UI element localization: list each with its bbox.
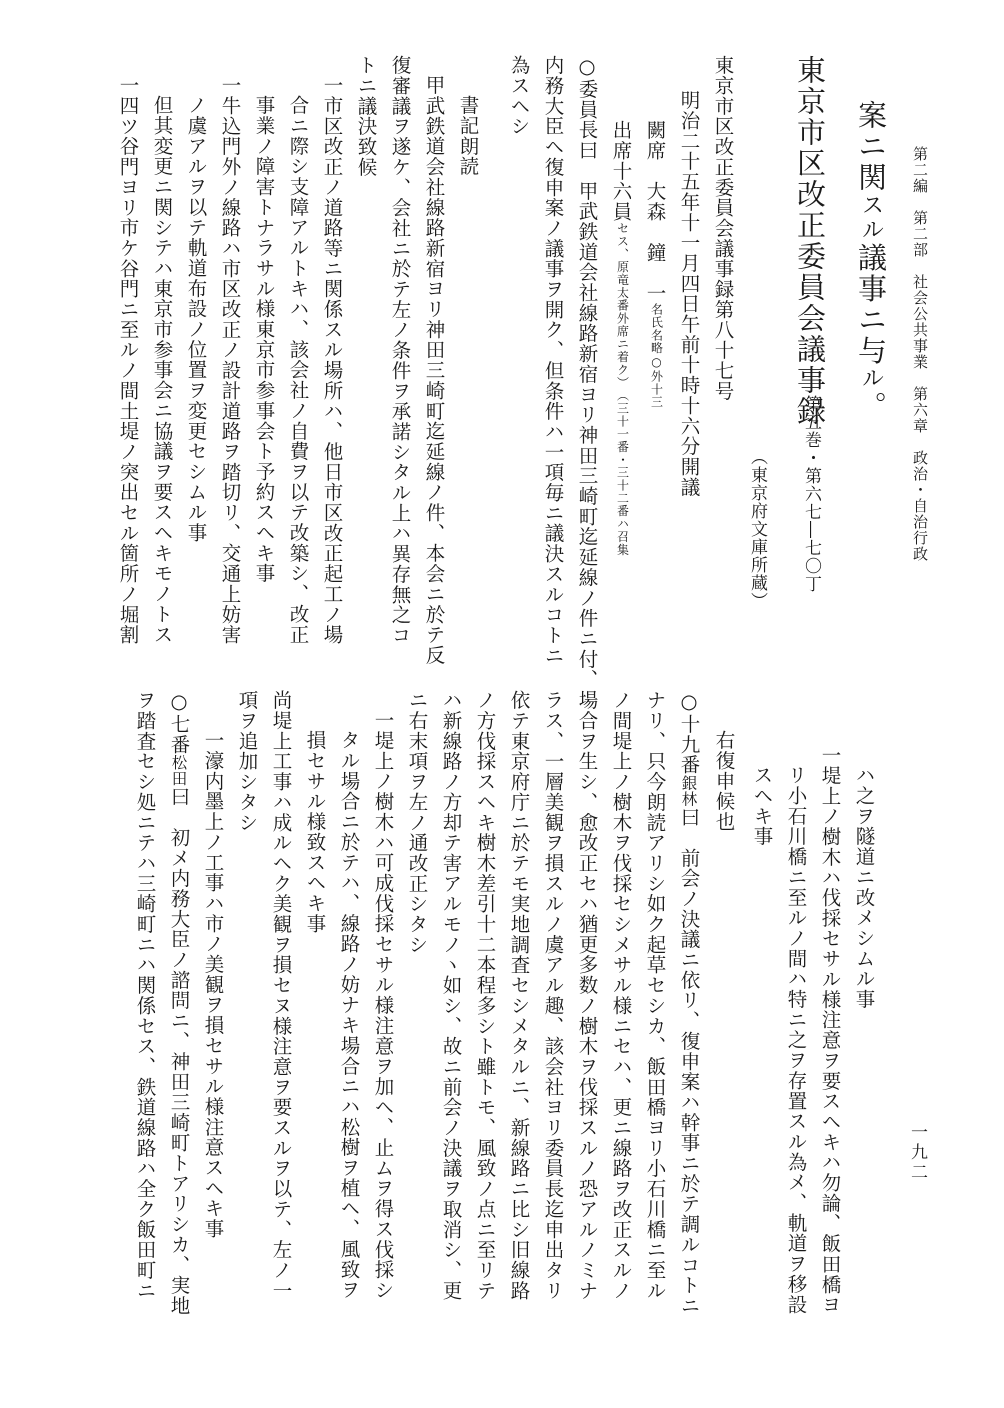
- text-line: 但其変更ニ関シテハ東京市参事会ニ協議ヲ要スヘキモノトス: [150, 95, 174, 645]
- text-line: ナリ、只今朗読アリシ如ク起草セシカ、飯田橋ヨリ小石川橋ニ至ル: [643, 690, 667, 1301]
- text-line: リ小石川橋ニ至ルノ間ハ特ニ之ヲ存置スル為メ、軌道ヲ移設: [784, 765, 808, 1315]
- absent-note: ○外十三 名氏名略: [649, 303, 664, 408]
- text-line: 為スヘシ: [507, 55, 531, 137]
- text-line: 一四ツ谷門ヨリ市ケ谷門ニ至ルノ間土堤ノ突出セル箇所ノ堀割: [116, 75, 140, 645]
- text-line: ノ間堤上ノ樹木ヲ伐採セシメサル様ニセハ、更ニ線路ヲ改正スルノ: [609, 690, 633, 1301]
- datetime-line: 明治二十五年十一月四日午前十時十六分開議: [677, 90, 701, 497]
- document-title: 東京市区改正委員会議事録: [793, 55, 827, 427]
- text-line: トニ議決致候: [354, 55, 378, 178]
- page-number: 一九二: [907, 1123, 927, 1183]
- text-line: スヘキ事: [750, 765, 774, 847]
- text-line: 内務大臣ヘ復申案ノ議事ヲ開ク、但条件ハ一項毎ニ議決スルコトニ: [541, 55, 565, 666]
- present-line: 出席十六員 （三十一番・三十二番ハ召集 セス、原竜太番外席ニ着ク）: [609, 120, 633, 556]
- text-line: 一濠内墨上ノ工事ハ市ノ美観ヲ損セサル様注意スヘキ事: [201, 730, 225, 1239]
- text-line: 損セサル様致スヘキ事: [303, 730, 327, 934]
- volume-ref: 第五巻・第六七―七〇丁: [801, 395, 821, 593]
- text-line: 右復申候也: [712, 730, 736, 832]
- text-line: 一牛込門外ノ線路ハ市区改正ノ設計道路ヲ踏切リ、交通上妨害: [218, 75, 242, 645]
- chair-line: ○委員長曰 甲武鉄道会社線路新宿ヨリ神田三崎町迄延線ノ件ニ付、: [575, 55, 599, 690]
- text-line: ラス、一層美観ヲ損スルノ虞アル趣、該会社ヨリ委員長迄申出タリ: [541, 690, 565, 1301]
- absent-line: 闕席 大森 鐘 一 ○外十三 名氏名略: [643, 120, 667, 408]
- text-line: 一堤上ノ樹木ハ伐採セサル様注意ヲ要スヘキハ勿論、飯田橋ヨ: [818, 745, 842, 1315]
- text-line: 書記朗読: [456, 95, 480, 177]
- text-line: 一市区改正ノ道路等ニ関係スル場所ハ、他日市区改正起工ノ場: [320, 75, 344, 645]
- heading-line: 案ニ関スル議事ニ与ル。: [854, 100, 888, 422]
- archive-ref: （東京府文庫所蔵）: [747, 448, 767, 610]
- speaker-line: ○七番松田曰 初メ内務大臣ノ諮問ニ、神田三崎町トアリシカ、実地: [167, 690, 191, 1316]
- text-line: 項ヲ追加シタシ: [235, 690, 259, 833]
- text-line: ニ右末項ヲ左ノ通改正シタシ: [405, 690, 429, 955]
- record-number: 東京市区改正委員会議事録第八十七号: [711, 55, 735, 401]
- text-line: ヲ踏査セシ処ニテハ三崎町ニハ関係セス、鉄道線路ハ全ク飯田町ニ: [133, 690, 157, 1301]
- text-line: 尚堤上工事ハ成ルヘク美観ヲ損セヌ様注意ヲ要スルヲ以テ、左ノ一: [269, 690, 293, 1301]
- speaker-line: ○十九番銀林曰 前会ノ決議ニ依リ、復申案ハ幹事ニ於テ調ルコトニ: [677, 690, 701, 1316]
- text-line: 事業ノ障害トナラサル様東京市参事会ト予約スヘキ事: [252, 95, 276, 584]
- text-line: 依テ東京府庁ニ於テモ実地調査セシメタルニ、新線路ニ比シ旧線路: [507, 690, 531, 1301]
- text-line: 甲武鉄道会社線路新宿ヨリ神田三崎町迄延線ノ件、本会ニ於テ反: [422, 75, 446, 666]
- text-line: 場合ヲ生シ、愈改正セハ猶更多数ノ樹木ヲ伐採スルノ恐アルノミナ: [575, 690, 599, 1301]
- text-line: 復審議ヲ遂ケ、会社ニ於テ左ノ条件ヲ承諾シタル上ハ異存無之コ: [388, 55, 412, 646]
- text-line: タル場合ニ於テハ、線路ノ妨ナキ場合ニハ松樹ヲ植ヘ、風致ヲ: [337, 730, 361, 1300]
- running-head: 第二編 第二部 社会公共事業 第六章 政治・自治行政: [911, 146, 929, 562]
- text-line: 合ニ際シ支障アルトキハ、該会社ノ自費ヲ以テ改築シ、改正: [286, 95, 310, 645]
- text-line: 一堤上ノ樹木ハ可成伐採セサル様注意ヲ加ヘ、止ムヲ得ス伐採シ: [371, 710, 395, 1301]
- text-line: ノ方伐採スヘキ樹木差引十二本程多シト雖トモ、風致ノ点ニ至リテ: [473, 690, 497, 1301]
- text-line: ハ之ヲ隧道ニ改メシムル事: [852, 765, 876, 1010]
- text-line: ノ虞アルヲ以テ軌道布設ノ位置ヲ変更セシムル事: [184, 95, 208, 543]
- text-line: ハ新線路ノ方却テ害アルモノヽ如シ、故ニ前会ノ決議ヲ取消シ、更: [439, 690, 463, 1301]
- present-note: （三十一番・三十二番ハ召集 セス、原竜太番外席ニ着ク）: [615, 221, 630, 556]
